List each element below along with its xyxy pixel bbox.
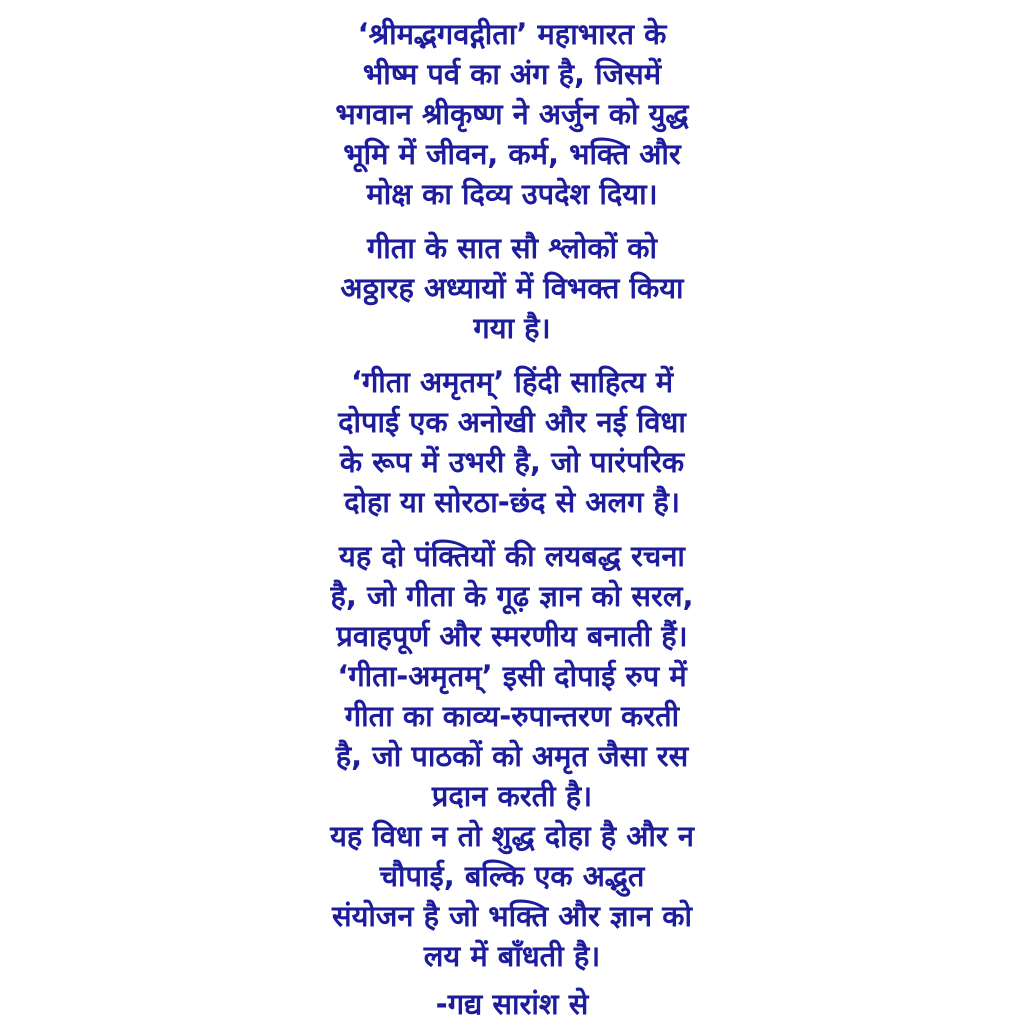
paragraph-spacer xyxy=(262,348,762,362)
text-line: गीता का काव्य-रुपान्तरण करती xyxy=(344,699,680,733)
text-line: भीष्म पर्व का अंग है, जिसमें xyxy=(362,57,662,91)
text-line: यह दो पंक्तियों की लयबद्ध रचना xyxy=(339,539,685,573)
text-line: अठ्ठारह अध्यायों में विभक्त किया xyxy=(340,271,684,305)
text-line: प्रदान करती है। xyxy=(431,779,593,813)
attribution-text: -गद्य सारांश से xyxy=(435,987,589,1021)
text-line: ‘गीता अमृतम्’ हिंदी साहित्य में xyxy=(350,365,674,399)
text-line: प्रवाहपूर्ण और स्मरणीय बनाती हैं। xyxy=(336,619,688,653)
paragraph-gita-intro xyxy=(262,14,762,214)
text-line: ‘श्रीमद्भगवद्गीता’ महाभारत के xyxy=(357,17,667,51)
paragraph-gita-amritam xyxy=(262,362,762,522)
paragraph-dopai-form xyxy=(262,536,762,976)
paragraph-spacer xyxy=(262,522,762,536)
paragraph-spacer xyxy=(262,976,762,984)
text-line: गीता के सात सौ श्लोकों को xyxy=(366,231,658,265)
attribution xyxy=(262,984,762,1024)
text-line: है, जो गीता के गूढ़ ज्ञान को सरल, xyxy=(330,579,694,613)
text-line: यह विधा न तो शुद्ध दोहा है और न xyxy=(330,819,694,853)
text-line: ‘गीता-अमृतम्’ इसी दोपाई रुप में xyxy=(337,659,687,693)
text-line: संयोजन है जो भक्ति और ज्ञान को xyxy=(331,899,693,933)
text-line: भगवान श्रीकृष्ण ने अर्जुन को युद्ध xyxy=(335,97,689,131)
text-line: है, जो पाठकों को अमृत जैसा रस xyxy=(335,739,689,773)
paragraph-spacer xyxy=(262,214,762,228)
text-line: गया है। xyxy=(473,311,551,345)
text-line: लय में बाँधती है। xyxy=(423,939,601,973)
text-line: भूमि में जीवन, कर्म, भक्ति और xyxy=(343,137,681,171)
text-line: दोहा या सोरठा-छंद से अलग है। xyxy=(344,485,680,519)
text-line: मोक्ष का दिव्य उपदेश दिया। xyxy=(366,177,658,211)
summary-text-block xyxy=(262,14,762,1024)
text-line: दोपाई एक अनोखी और नई विधा xyxy=(338,405,686,439)
paragraph-shlokas xyxy=(262,228,762,348)
text-line: चौपाई, बल्कि एक अद्भुत xyxy=(379,859,645,893)
text-line: के रूप में उभरी है, जो पारंपरिक xyxy=(339,445,685,479)
